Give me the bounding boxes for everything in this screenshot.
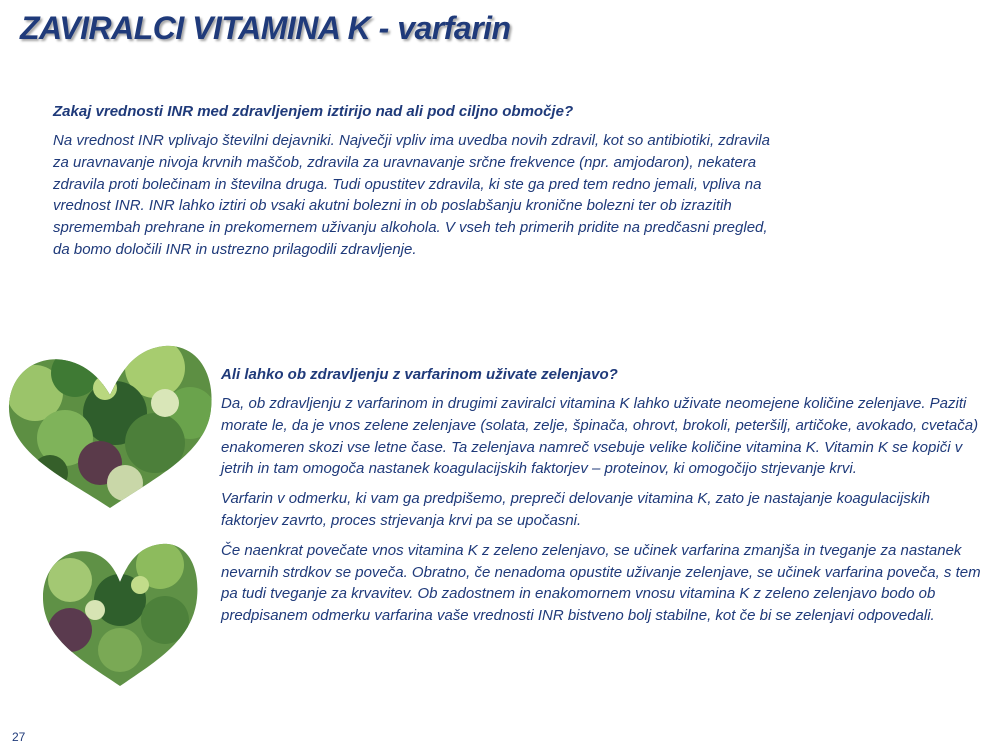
vegetables-paragraph-1: Da, ob zdravljenju z varfarinom in drugimi zaviralci vitamina K lahko uživate neomejene količine zelenjave. Paziti morate le, da je vnos zelene zelenjave (solata, zelje, špinača, ohrovt, brokoli, peteršilj, artičoke, avokado, cvetača) enakomeren skozi vse letne čase. Ta zelenjava namreč vsebuje velike količine vitamina K. Vitamin K se kopiči v jetrih in tam omogoča nastanek koagulacijskih faktorjev – proteinov, ki omogočijo strjevanje krvi.	[221, 395, 979, 478]
vegetables-paragraph-3: Če naenkrat povečate vnos vitamina K z zeleno zelenjavo, se učinek varfarina zmanjša in tveganje za nastanek nevarnih strdkov se poveča. Obratno, če nenadoma opustite uživanje zelenjave, se učinek varfarina poveča, s tem pa tudi tveganje za krvavitev. Ob zadostnem in enakomornem vnosu vitamina K z zeleno zelenjavo bodo ob predpisanem odmerku varfarina vaše vrednosti INR bistveno bolj stabilne, kot če bi se zelenjavi odpovedali.	[221, 541, 981, 625]
vegetable-heart-image-small	[40, 540, 200, 690]
inr-heading: Zakaj vrednosti INR med zdravljenjem iztirijo nad ali pod ciljno območje?	[53, 103, 574, 120]
vegetable-heart-image-large	[5, 343, 215, 513]
page-title: ZAVIRALCI VITAMINA K - varfarin	[20, 10, 511, 46]
vegetables-paragraph-2: Varfarin v odmerku, ki vam ga predpišemo, prepreči delovanje vitamina K, zato je nastajanje koagulacijskih faktorjev zavrto, proces strjevanja krvi pa se upočasni.	[221, 490, 930, 529]
page-number: 27	[12, 730, 26, 744]
vegetables-section	[221, 365, 981, 635]
inr-paragraph: Na vrednost INR vplivajo številni dejavniki. Največji vpliv ima uvedba novih zdravil, kot so antibiotiki, zdravila za uravnavanje nivoja krvnih maščob, zdravila za uravnavanje srčne frekvence (npr. amjodaron), nekatera zdravila proti bolečinam in številna druga. Tudi opustitev zdravila, ki ste ga pred tem redno jemali, vpliva na vrednost INR. INR lahko iztiri ob vsaki akutni bolezni in ob poslabšanju kronične bolezni ter ob izrazitih spremembah prehrane in prekomernem uživanju alkohola. V vseh teh primerih pridite na predčasni pregled, da bomo določili INR in ustrezno prilagodili zdravljenje.	[53, 132, 770, 258]
inr-section	[53, 102, 773, 269]
vegetables-heading: Ali lahko ob zdravljenju z varfarinom uživate zelenjavo?	[221, 366, 618, 383]
